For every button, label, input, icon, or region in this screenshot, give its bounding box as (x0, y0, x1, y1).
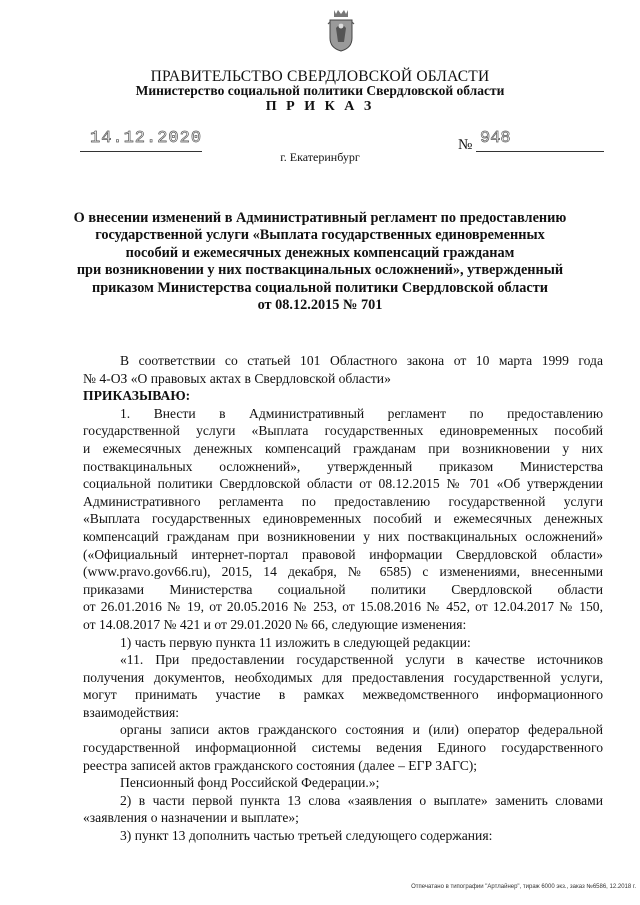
q11b-line: реестра записей актов гражданского состояния (далее – ЕГР ЗАГС); (83, 757, 478, 773)
p1-line: Административного регламента по предоставлению государственной услуги (83, 493, 603, 509)
ministry-name: Министерство социальной политики Свердловской области (135, 83, 505, 98)
item-2-line: «заявления о назначении и выплате»; (83, 810, 299, 826)
p1-line: от 14.08.2017 № 421 и от 29.01.2020 № 66, следующие изменения: (83, 616, 467, 632)
p1-line: приказами Министерства социальной политики Свердловской области (83, 581, 603, 597)
item-3: 3) пункт 13 дополнить частью третьей следующего содержания: (120, 828, 493, 844)
p1-line: государственной услуги «Выплата государственных единовременных пособий (83, 423, 603, 439)
q11b-line: государственной информационной системы ведения Единого государственного (83, 740, 603, 756)
intro-line: В соответствии со статьей 101 Областного закона от 10 марта 1999 года (120, 353, 603, 368)
order-word: ПРИКАЗЫВАЮ: (83, 388, 191, 404)
order-number: 948 (480, 129, 511, 148)
document-title (0, 210, 640, 314)
title-line: О внесении изменений в Административный регламент по предоставлению (73, 210, 567, 226)
coat-of-arms-icon (326, 8, 356, 52)
order-date: 14.12.2020 (90, 129, 203, 148)
p1-line: от 26.01.2016 № 19, от 20.05.2016 № 253, от 15.08.2016 № 452, от 12.04.2017 № 150, (83, 599, 603, 615)
p1-line: «Выплата государственных единовременных пособий и ежемесячных денежных (83, 511, 603, 527)
city: г. Екатеринбург (280, 150, 360, 164)
title-line: государственной услуги «Выплата государственных единовременных (95, 227, 545, 244)
p1-line: социальной политики Свердловской области от 08.12.2015 № 701 «Об утверждении (83, 476, 603, 492)
item-2-line: 2) в части первой пункта 13 слова «заявления о выплате» заменить словами (120, 792, 603, 808)
p1-line: поствакцинальных осложнений», утвержденный приказом Министерства (83, 458, 603, 474)
p1-line: (www.pravo.gov66.ru), 2015, 14 декабря, № 6585) с изменениями, внесенными (83, 564, 603, 580)
p1-line: 1. Внести в Административный регламент по предоставлению (120, 405, 603, 421)
q11-line: взаимодействия: (83, 704, 180, 720)
title-line: пособий и ежемесячных денежных компенсаций гражданам (125, 244, 515, 261)
print-footer: Отпечатано в типографии "Артлайнер", тираж 6000 экз., заказ №6586, 12.2018 г. (411, 884, 636, 890)
title-line: от 08.12.2015 № 701 (257, 297, 383, 314)
document-body (83, 352, 603, 845)
title-line: приказом Министерства социальной политики Свердловской области (91, 279, 549, 296)
government-name: ПРАВИТЕЛЬСТВО СВЕРДЛОВСКОЙ ОБЛАСТИ (150, 68, 490, 85)
title-line: при возникновении у них поствакцинальных осложнений», утвержденный (76, 262, 564, 279)
item-1: 1) часть первую пункта 11 изложить в следующей редакции: (120, 634, 471, 650)
intro-line: № 4-ОЗ «О правовых актах в Свердловской области» (83, 370, 391, 386)
document-type: П Р И К А З (265, 99, 375, 114)
number-label: № (458, 137, 473, 153)
q11-line: могут принимать участие в рамках межведомственного информационного (83, 687, 603, 703)
p1-line: и ежемесячных денежных компенсаций гражданам при возникновении у них (83, 440, 603, 456)
p1-line: («Официальный интернет-портал правовой информации Свердловской области» (83, 546, 603, 562)
q11c-line: Пенсионный фонд Российской Федерации.»; (120, 775, 380, 791)
p1-line: компенсаций гражданам при возникновении у них поствакцинальных осложнений» (83, 528, 603, 544)
q11b-line: органы записи актов гражданского состояния и (или) оператор федеральной (120, 722, 603, 738)
q11-line: получения документов, необходимых для предоставления государственной услуги, (83, 669, 603, 685)
q11-line: «11. При предоставлении государственной услуги в качестве источников (120, 652, 603, 668)
